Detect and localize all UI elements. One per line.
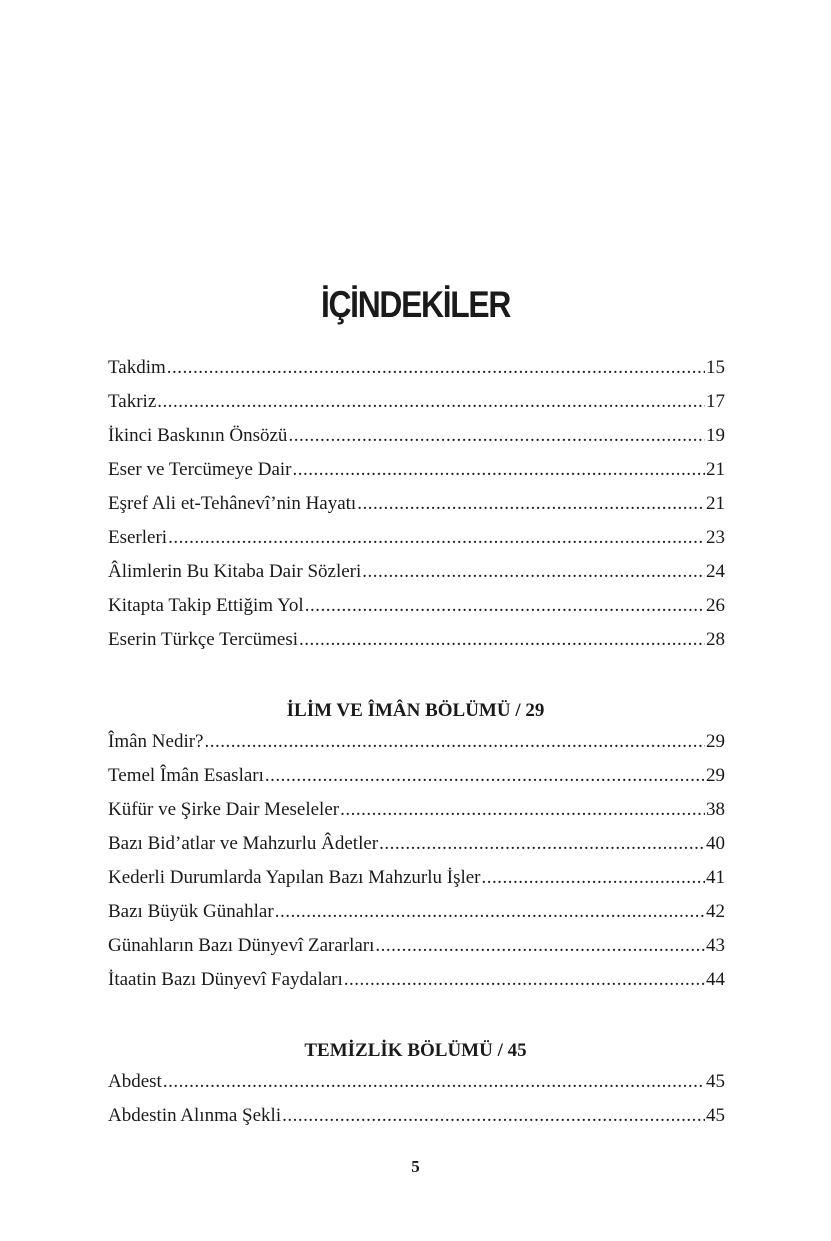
toc-entry-page: 29 (706, 765, 725, 786)
leader-dots (344, 963, 705, 997)
toc-entry[interactable] (108, 521, 725, 555)
section-heading-temizlik: TEMİZLİK BÖLÜMÜ / 45 (304, 1040, 527, 1061)
toc-entry[interactable] (108, 487, 725, 521)
toc-entry[interactable] (108, 793, 725, 827)
toc-entry-page: 23 (706, 527, 725, 548)
toc-entry-page: 15 (706, 357, 725, 378)
page-number: 5 (411, 1157, 420, 1176)
toc-entry-label: Kederli Durumlarda Yapılan Bazı Mahzurlu İşler (108, 867, 481, 888)
toc-entry-label: İtaatin Bazı Dünyevî Faydaları (108, 969, 343, 990)
toc-entry-page: 42 (706, 901, 725, 922)
toc-entry-page: 26 (706, 595, 725, 616)
toc-entry[interactable] (108, 725, 725, 759)
leader-dots (167, 351, 705, 385)
leader-dots (157, 385, 705, 419)
leader-dots (265, 759, 705, 793)
toc-entry[interactable] (108, 861, 725, 895)
toc-temizlik-list (108, 1065, 725, 1133)
toc-entry[interactable] (108, 555, 725, 589)
toc-entry[interactable] (108, 385, 725, 419)
toc-entry-page: 29 (706, 731, 725, 752)
toc-entry[interactable] (108, 1099, 725, 1133)
toc-entry-label: Eserin Türkçe Tercümesi (108, 629, 299, 650)
leader-dots (379, 827, 705, 861)
leader-dots (299, 623, 705, 657)
toc-entry-label: Günahların Bazı Dünyevî Zararları (108, 935, 375, 956)
leader-dots (362, 555, 705, 589)
section-heading-ilim: İLİM VE ÎMÂN BÖLÜMÜ / 29 (286, 700, 545, 721)
toc-entry-label: Abdest (108, 1071, 162, 1092)
leader-dots (340, 793, 705, 827)
toc-entry-label: Bazı Büyük Günahlar (108, 901, 274, 922)
toc-entry-label: Takriz (108, 391, 157, 412)
toc-entry-page: 24 (706, 561, 725, 582)
page-title: İÇİNDEKİLER (320, 284, 511, 325)
toc-entry-label: Kitapta Takip Ettiğim Yol (108, 595, 304, 616)
leader-dots (292, 453, 705, 487)
toc-entry[interactable] (108, 895, 725, 929)
leader-dots (282, 1099, 705, 1133)
toc-entry[interactable] (108, 453, 725, 487)
toc-entry-page: 21 (706, 459, 725, 480)
toc-entry[interactable] (108, 589, 725, 623)
toc-entry-page: 28 (706, 629, 725, 650)
leader-dots (375, 929, 705, 963)
toc-entry-label: İkinci Baskının Önsözü (108, 425, 288, 446)
toc-entry-label: Küfür ve Şirke Dair Meseleler (108, 799, 340, 820)
leader-dots (357, 487, 705, 521)
toc-entry[interactable] (108, 963, 725, 997)
toc-entry-page: 45 (706, 1105, 725, 1126)
toc-entry-label: Îmân Nedir? (108, 731, 204, 752)
toc-entry[interactable] (108, 419, 725, 453)
toc-entry-label: Eser ve Tercümeye Dair (108, 459, 292, 480)
toc-entry-label: Temel Îmân Esasları (108, 765, 264, 786)
toc-entry-page: 40 (706, 833, 725, 854)
leader-dots (168, 521, 705, 555)
toc-entry-page: 21 (706, 493, 725, 514)
toc-entry[interactable] (108, 929, 725, 963)
leader-dots (305, 589, 705, 623)
toc-entry-label: Âlimlerin Bu Kitaba Dair Sözleri (108, 561, 362, 582)
toc-entry[interactable] (108, 1065, 725, 1099)
toc-entry-page: 38 (706, 799, 725, 820)
toc-entry-label: Eşref Ali et-Tehânevî’nin Hayatı (108, 493, 357, 514)
leader-dots (482, 861, 705, 895)
toc-entry[interactable] (108, 827, 725, 861)
toc-entry-page: 45 (706, 1071, 725, 1092)
toc-entry[interactable] (108, 351, 725, 385)
toc-entry-page: 41 (706, 867, 725, 888)
toc-ilim-list (108, 725, 725, 997)
leader-dots (204, 725, 705, 759)
toc-entry-label: Eserleri (108, 527, 168, 548)
leader-dots (288, 419, 705, 453)
toc-entry-page: 19 (706, 425, 725, 446)
toc-entry-label: Bazı Bid’atlar ve Mahzurlu Âdetler (108, 833, 379, 854)
toc-intro-list (108, 351, 725, 657)
toc-entry-page: 43 (706, 935, 725, 956)
toc-entry-page: 17 (706, 391, 725, 412)
toc-entry-label: Takdim (108, 357, 166, 378)
toc-entry-label: Abdestin Alınma Şekli (108, 1105, 282, 1126)
toc-entry-page: 44 (706, 969, 725, 990)
toc-entry[interactable] (108, 623, 725, 657)
toc-entry[interactable] (108, 759, 725, 793)
leader-dots (275, 895, 705, 929)
leader-dots (163, 1065, 705, 1099)
